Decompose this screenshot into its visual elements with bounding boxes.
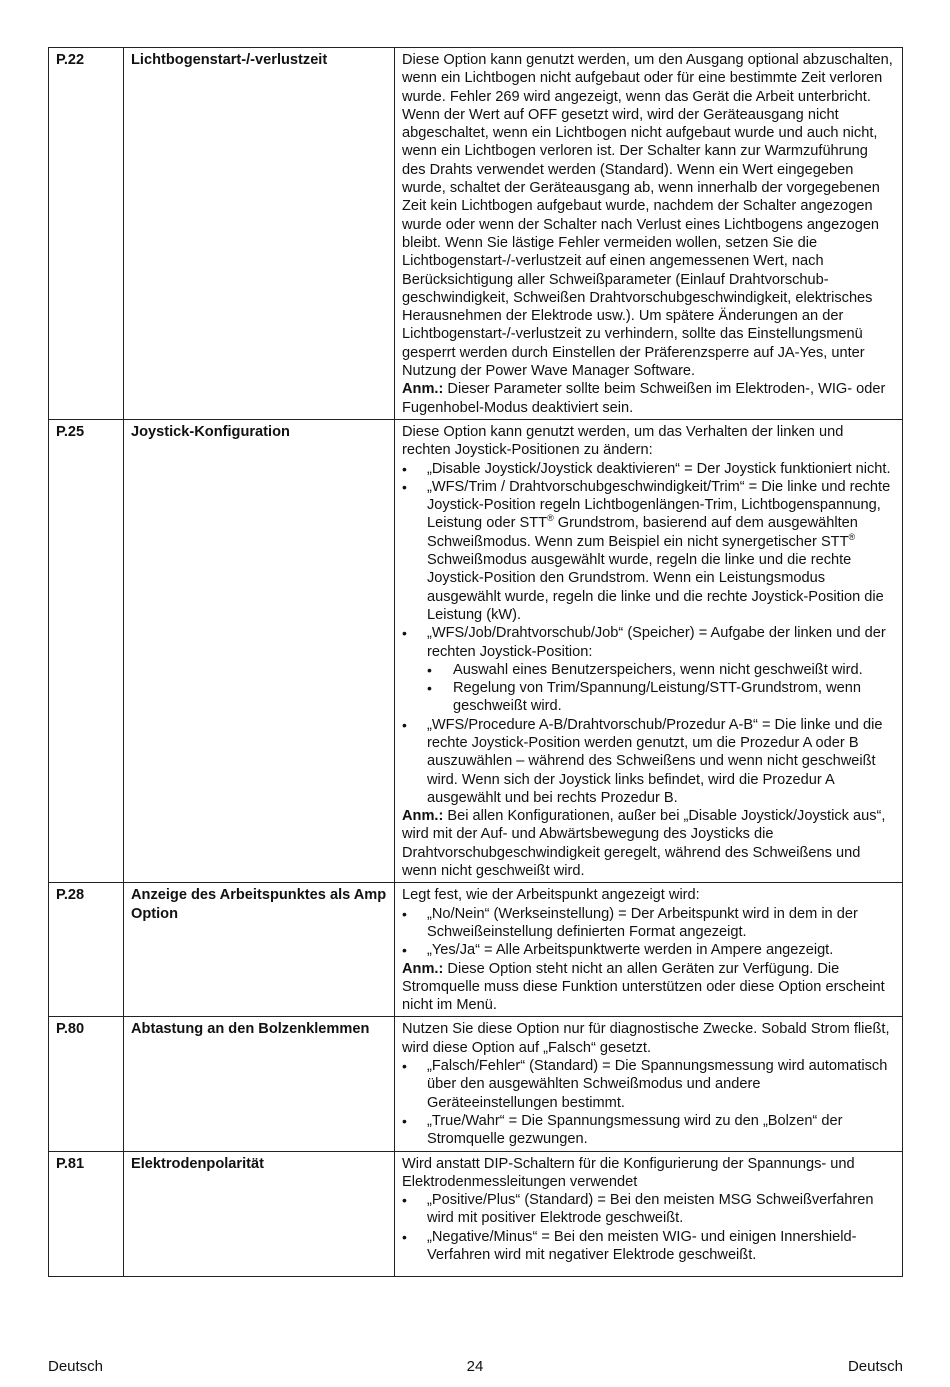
- note-text: Diese Option steht nicht an allen Geräten zur Verfügung. Die Stromquelle muss diese Funktion unterstützen oder diese Option erscheint nicht im Menü.: [402, 960, 885, 1014]
- list-item: • „True/Wahr“ = Die Spannungsmessung wird zu den „Bolzen“ der Stromquelle gezwungen.: [402, 1112, 895, 1149]
- parameter-name: Lichtbogenstart-/-verlustzeit: [124, 48, 395, 420]
- parameter-code: P.25: [49, 419, 124, 882]
- parameter-description: [395, 1017, 903, 1151]
- registered-mark: ®: [848, 531, 856, 542]
- description-intro: Wird anstatt DIP-Schaltern für die Konfigurierung der Spannungs- und Elektrodenmessleitungen verwendet: [402, 1155, 855, 1190]
- option-list: [402, 460, 895, 808]
- page-number: 24: [466, 1358, 484, 1375]
- parameter-name: Abtastung an den Bolzenklemmen: [124, 1017, 395, 1151]
- list-item-text: „WFS/Trim / Drahtvorschubgeschwindigkeit/Trim“ = Die linke und rechte Joystick-Position regeln Lichtbogenlängen-Trim, Lichtbogenspannung, Leistung oder STT: [427, 478, 891, 532]
- parameter-code: P.28: [49, 883, 124, 1017]
- sub-list-item: • Auswahl eines Benutzerspeichers, wenn nicht geschweißt wird.: [427, 661, 895, 679]
- parameter-description: [395, 1151, 903, 1277]
- registered-mark: ®: [547, 513, 554, 524]
- sub-list-item: • Regelung von Trim/Spannung/Leistung/STT-Grundstrom, wenn geschweißt wird.: [427, 679, 895, 716]
- list-item: • „Disable Joystick/Joystick deaktivieren“ = Der Joystick funktioniert nicht.: [402, 460, 895, 478]
- parameter-code: P.81: [49, 1151, 124, 1277]
- footer-language-left: Deutsch: [48, 1358, 104, 1375]
- note: [402, 380, 895, 417]
- note-label: Anm.:: [402, 808, 444, 825]
- table-row: [49, 48, 903, 420]
- option-list: [402, 1191, 895, 1264]
- list-item: • „Negative/Minus“ = Bei den meisten WIG- und einigen Innershield-Verfahren wird mit negativer Elektrode geschweißt.: [402, 1228, 895, 1265]
- parameter-table: [48, 47, 903, 1277]
- note-label: Anm.:: [402, 960, 444, 977]
- list-item-text: „WFS/Job/Drahtvorschub/Job“ (Speicher) = Aufgabe der linken und der rechten Joystick-Position:: [427, 625, 886, 660]
- option-list: [402, 1057, 895, 1148]
- parameter-code: P.80: [49, 1017, 124, 1151]
- table-row: [49, 419, 903, 882]
- description-intro: Diese Option kann genutzt werden, um das Verhalten der linken und rechten Joystick-Positionen zu ändern:: [402, 423, 844, 459]
- parameter-description: [395, 419, 903, 882]
- table-row: [49, 1151, 903, 1277]
- table-row: [49, 1017, 903, 1151]
- list-item: [402, 478, 895, 624]
- note-text: Bei allen Konfigurationen, außer bei „Disable Joystick/Joystick aus“, wird mit der Auf- und Abwärtsbewegung des Joysticks die Drahtvorschubgeschwindigkeit geregelt, während des Schweißens und wenn nicht geschweißt wird.: [402, 808, 886, 880]
- description-text: Diese Option kann genutzt werden, um den Ausgang optional abzuschalten, wenn ein Lichtbogen nicht aufgebaut oder für eine bestimmte Zeit verloren wurde. Fehler 269 wird angezeigt, wenn das Gerät die Arbeit unterbricht. Wenn der Wert auf OFF gesetzt wird, wird der Geräteausgang nicht abgeschaltet, wenn ein Lichtbogen nicht aufgebaut wurde und auch nicht, wenn ein Lichtbogen verloren ist. Der Schalter kann zur Warmzuführung des Drahts verwendet werden (Standard). Wenn ein Wert eingegeben wurde, schaltet der Geräteausgang ab, wenn innerhalb der vorgegebenen Zeit kein Lichtbogen aufgebaut wurde, nachdem der Schalter angezogen wurde oder wenn der Schalter nach Verlust eines Lichtbogens angezogen bleibt. Wenn Sie lästige Fehler vermeiden wollen, setzen Sie die Lichtbogenstart-/-verlustzeit auf einen angemessenen Wert, nach Berücksichtigung aller Schweißparameter (Einlauf Drahtvorschub-geschwindigkeit, Schweißen Drahtvorschubgeschwindigkeit, elektrisches Herausnehmen der Elektrode usw.). Um spätere Änderungen an der Lichtbogenstart-/-verlustzeit zu verhindern, sollte das Einstellungsmenü gesperrt werden durch Einstellen der Präferenzsperre auf JA-Yes, unter Nutzung der Power Wave Manager Software.: [402, 52, 893, 380]
- note-text: Dieser Parameter sollte beim Schweißen im Elektroden-, WIG- oder Fugenhobel-Modus deaktiviert sein.: [402, 381, 886, 416]
- option-list: [402, 905, 895, 960]
- parameter-code: P.22: [49, 48, 124, 420]
- parameter-description: [395, 883, 903, 1017]
- list-item-text: Schweißmodus ausgewählt wurde, regeln die linke und die rechte Joystick-Position den Grundstrom. Wenn ein Leistungsmodus ausgewählt wurde, regeln die linke und die rechte Joystick-Position die Leistung (kW).: [427, 552, 884, 623]
- note-label: Anm.:: [402, 381, 444, 398]
- list-item-text: Grundstrom, basierend auf dem ausgewählten Schweißmodus. Wenn zum Beispiel ein nicht synergetischer STT: [427, 515, 858, 550]
- note: [402, 960, 895, 1015]
- list-item: [402, 624, 895, 715]
- parameter-name: Elektrodenpolarität: [124, 1151, 395, 1277]
- list-item: • „No/Nein“ (Werkseinstellung) = Der Arbeitspunkt wird in dem in der Schweißeinstellung definierten Format angezeigt.: [402, 905, 895, 942]
- sub-list: [427, 661, 895, 716]
- list-item: • „Yes/Ja“ = Alle Arbeitspunktwerte werden in Ampere angezeigt.: [402, 941, 895, 959]
- list-item: • „WFS/Procedure A-B/Drahtvorschub/Prozedur A-B“ = Die linke und die rechte Joystick-Position werden genutzt, um die Prozedur A oder B auszuwählen – während des Schweißens und wenn nicht geschweißt wird. Wenn sich der Joystick links befindet, wird die Prozedur A ausgewählt und bei rechts Prozedur B.: [402, 716, 895, 807]
- parameter-name: Joystick-Konfiguration: [124, 419, 395, 882]
- list-item: • „Positive/Plus“ (Standard) = Bei den meisten MSG Schweißverfahren wird mit positiver Elektrode geschweißt.: [402, 1191, 895, 1228]
- parameter-name: Anzeige des Arbeitspunktes als Amp Option: [124, 883, 395, 1017]
- list-item: • „Falsch/Fehler“ (Standard) = Die Spannungsmessung wird automatisch über den ausgewählten Schweißmodus und andere Geräteeinstellungen bestimmt.: [402, 1057, 895, 1112]
- footer-language-right: Deutsch: [847, 1358, 903, 1375]
- description-intro: Legt fest, wie der Arbeitspunkt angezeigt wird:: [402, 887, 700, 904]
- description-intro: Nutzen Sie diese Option nur für diagnostische Zwecke. Sobald Strom fließt, wird diese Option auf „Falsch“ gesetzt.: [402, 1021, 890, 1056]
- table-row: [49, 883, 903, 1017]
- parameter-description: [395, 48, 903, 420]
- cell-spacer: [402, 1264, 895, 1274]
- note: [402, 807, 895, 880]
